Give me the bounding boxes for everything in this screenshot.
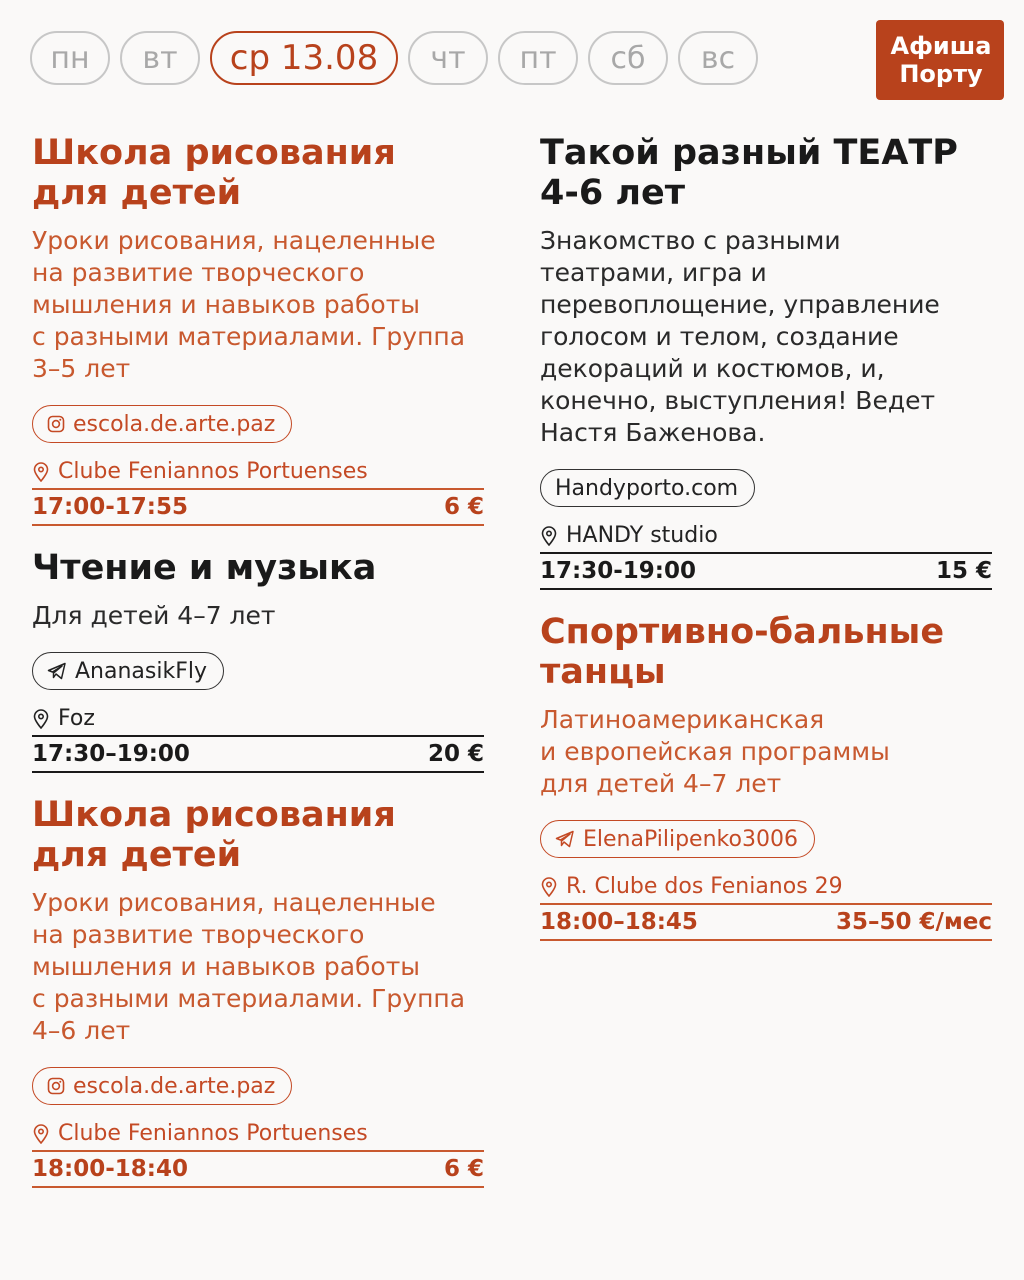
event-card bbox=[540, 612, 992, 941]
event-location: Clube Feniannos Portuenses bbox=[32, 1121, 484, 1146]
event-time-price bbox=[32, 488, 484, 526]
event-card bbox=[32, 548, 484, 773]
event-title: Спортивно-бальные танцы bbox=[540, 612, 945, 692]
event-time: 17:30-19:00 bbox=[540, 558, 696, 584]
event-time: 18:00–18:45 bbox=[540, 909, 698, 935]
day-tab-fri[interactable]: пт bbox=[498, 31, 578, 85]
event-location: Foz bbox=[32, 706, 484, 731]
event-title: Школа рисования для детей bbox=[32, 133, 396, 213]
logo-line1: Афиша bbox=[890, 32, 992, 60]
contact-link[interactable]: escola.de.arte.paz bbox=[32, 1067, 292, 1105]
event-description: Уроки рисования, нацеленные на развитие творческого мышления и навыков работы с разными материалами. Группа 3–5 лет bbox=[32, 226, 466, 383]
contact-link[interactable]: ElenaPilipenko3006 bbox=[540, 820, 815, 858]
telegram-icon bbox=[555, 830, 575, 848]
event-time-price bbox=[540, 903, 992, 941]
location-pin-icon bbox=[32, 709, 50, 729]
event-card bbox=[32, 133, 484, 526]
location-pin-icon bbox=[540, 526, 558, 546]
event-location: HANDY studio bbox=[540, 523, 992, 548]
event-description: Знакомство с разными театрами, игра и перевоплощение, управление голосом и телом, создание декораций и костюмов, и, конечно, выступления! Ведет Настя Баженова. bbox=[540, 226, 940, 447]
weekday-selector bbox=[30, 31, 758, 85]
left-column bbox=[32, 133, 484, 1214]
event-location: R. Clube dos Fenianos 29 bbox=[540, 874, 992, 899]
event-location: Clube Feniannos Portuenses bbox=[32, 459, 484, 484]
instagram-icon bbox=[47, 415, 65, 433]
event-time: 17:30–19:00 bbox=[32, 741, 190, 767]
day-tab-mon[interactable]: пн bbox=[30, 31, 110, 85]
day-tab-wed-active[interactable]: ср 13.08 bbox=[210, 31, 398, 85]
event-title: Чтение и музыка bbox=[32, 548, 377, 588]
event-card bbox=[32, 795, 484, 1188]
event-card bbox=[540, 133, 992, 590]
event-time-price bbox=[540, 552, 992, 590]
event-title: Такой разный ТЕАТР 4-6 лет bbox=[540, 133, 958, 213]
event-time-price bbox=[32, 735, 484, 773]
event-time-price bbox=[32, 1150, 484, 1188]
location-pin-icon bbox=[32, 462, 50, 482]
day-tab-sun[interactable]: вс bbox=[678, 31, 758, 85]
event-price: 6 € bbox=[443, 494, 484, 520]
brand-logo bbox=[876, 20, 1004, 100]
event-time: 18:00-18:40 bbox=[32, 1156, 188, 1182]
day-tab-tue[interactable]: вт bbox=[120, 31, 200, 85]
event-price: 20 € bbox=[427, 741, 484, 767]
event-title: Школа рисования для детей bbox=[32, 795, 396, 875]
contact-link[interactable]: escola.de.arte.paz bbox=[32, 405, 292, 443]
telegram-icon bbox=[47, 662, 67, 680]
day-tab-thu[interactable]: чт bbox=[408, 31, 488, 85]
contact-link[interactable]: Handyporto.com bbox=[540, 469, 755, 507]
event-description: Для детей 4–7 лет bbox=[32, 601, 276, 630]
event-description: Латиноамериканская и европейская программы для детей 4–7 лет bbox=[540, 705, 890, 798]
location-pin-icon bbox=[32, 1124, 50, 1144]
location-pin-icon bbox=[540, 877, 558, 897]
event-time: 17:00-17:55 bbox=[32, 494, 188, 520]
instagram-icon bbox=[47, 1077, 65, 1095]
event-price: 15 € bbox=[935, 558, 992, 584]
event-price: 35–50 €/мес bbox=[836, 909, 992, 935]
right-column bbox=[540, 133, 992, 967]
logo-line2: Порту bbox=[899, 60, 983, 88]
event-price: 6 € bbox=[443, 1156, 484, 1182]
event-description: Уроки рисования, нацеленные на развитие творческого мышления и навыков работы с разными материалами. Группа 4–6 лет bbox=[32, 888, 466, 1045]
day-tab-sat[interactable]: сб bbox=[588, 31, 668, 85]
contact-link[interactable]: AnanasikFly bbox=[32, 652, 224, 690]
